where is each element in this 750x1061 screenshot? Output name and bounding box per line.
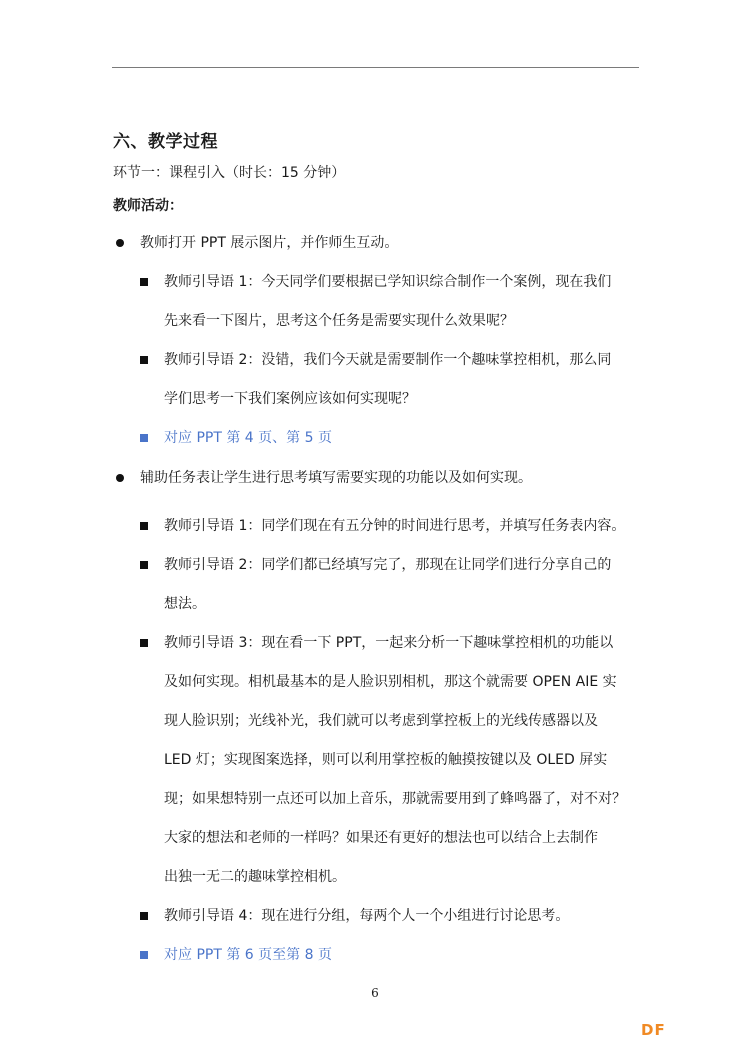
stage-line: 环节一：课程引入（时长：15 分钟）	[113, 165, 346, 181]
ppt-reference: 对应 PPT 第 6 页至第 8 页	[164, 947, 332, 963]
guide-line: 及如何实现。相机最基本的是人脸识别相机，那这个就需要 OPEN AIE 实	[164, 674, 617, 690]
bullet-item-2: 辅助任务表让学生进行思考填写需要实现的功能以及如何实现。	[140, 470, 532, 486]
df-logo: DF	[641, 1021, 666, 1039]
guide-line: 教师引导语 2：同学们都已经填写完了，那现在让同学们进行分享自己的	[164, 557, 612, 573]
bullet-dot-icon	[116, 239, 124, 247]
square-bullet-icon	[140, 639, 148, 647]
square-bullet-icon	[140, 434, 148, 442]
guide-line: 教师引导语 2：没错，我们今天就是需要制作一个趣味掌控相机，那么同	[164, 352, 612, 368]
teacher-activity-label: 教师活动：	[113, 198, 183, 214]
guide-line: 学们思考一下我们案例应该如何实现呢？	[164, 391, 416, 407]
guide-line: 现人脸识别；光线补光，我们就可以考虑到掌控板上的光线传感器以及	[164, 713, 598, 729]
guide-line: LED 灯；实现图案选择，则可以利用掌控板的触摸按键以及 OLED 屏实	[164, 752, 608, 768]
bullet-dot-icon	[116, 474, 124, 482]
guide-line: 教师引导语 1：同学们现在有五分钟的时间进行思考，并填写任务表内容。	[164, 518, 626, 534]
header-rule	[112, 67, 639, 68]
ppt-reference: 对应 PPT 第 4 页、第 5 页	[164, 430, 332, 446]
square-bullet-icon	[140, 561, 148, 569]
guide-line: 想法。	[164, 596, 206, 612]
page-number: 6	[371, 986, 379, 1000]
square-bullet-icon	[140, 278, 148, 286]
bullet-item-1: 教师打开 PPT 展示图片，并作师生互动。	[140, 235, 399, 251]
guide-line: 教师引导语 1：今天同学们要根据已学知识综合制作一个案例，现在我们	[164, 274, 612, 290]
square-bullet-icon	[140, 356, 148, 364]
guide-line: 大家的想法和老师的一样吗？如果还有更好的想法也可以结合上去制作	[164, 830, 598, 846]
square-bullet-icon	[140, 912, 148, 920]
guide-line: 教师引导语 3：现在看一下 PPT，一起来分析一下趣味掌控相机的功能以	[164, 635, 614, 651]
guide-line: 先来看一下图片，思考这个任务是需要实现什么效果呢？	[164, 313, 514, 329]
guide-line: 出独一无二的趣味掌控相机。	[164, 869, 346, 885]
square-bullet-icon	[140, 522, 148, 530]
square-bullet-icon	[140, 951, 148, 959]
section-title: 六、教学过程	[113, 132, 218, 152]
guide-line: 现；如果想特别一点还可以加上音乐，那就需要用到了蜂鸣器了，对不对？	[164, 791, 626, 807]
guide-line: 教师引导语 4：现在进行分组，每两个人一个小组进行讨论思考。	[164, 908, 570, 924]
